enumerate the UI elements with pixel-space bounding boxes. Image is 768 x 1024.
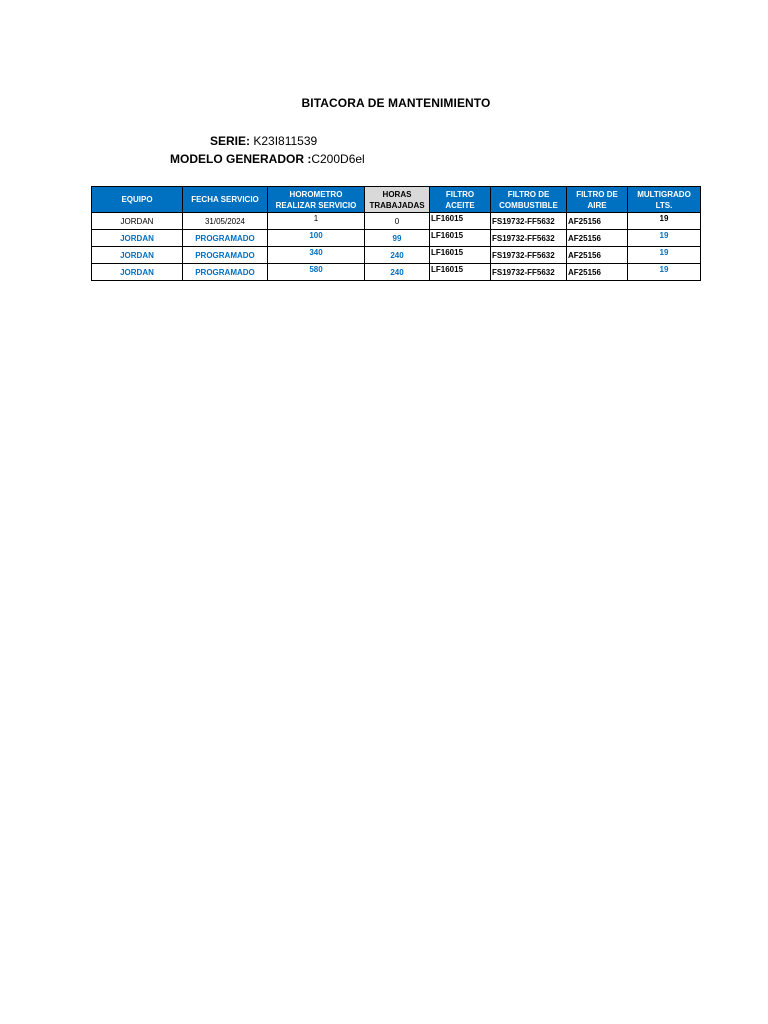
cell-filtro-aceite: LF16015 [430, 213, 491, 230]
cell-horometro: 1 [268, 213, 365, 230]
modelo-label: MODELO GENERADOR : [170, 152, 312, 166]
table-header-row [92, 187, 701, 213]
cell-equipo: JORDAN [92, 247, 183, 264]
serie-label: SERIE: [210, 134, 251, 148]
cell-equipo: JORDAN [92, 230, 183, 247]
table-row [92, 230, 701, 247]
table-row [92, 264, 701, 281]
table-row [92, 213, 701, 230]
cell-horas: 0 [365, 213, 430, 230]
header-filtro-aceite: FILTRO ACEITE [430, 187, 491, 213]
cell-filtro-aire: AF25156 [567, 213, 628, 230]
cell-filtro-combustible: FS19732-FF5632 [491, 213, 567, 230]
header-equipo: EQUIPO [92, 187, 183, 213]
cell-multigrado: 19 [628, 247, 701, 264]
header-filtro-aire: FILTRO DE AIRE [567, 187, 628, 213]
cell-fecha: 31/05/2024 [183, 213, 268, 230]
header-horas-trabajadas: HORAS TRABAJADAS [365, 187, 430, 213]
cell-multigrado: 19 [628, 264, 701, 281]
header-multigrado: MULTIGRADO LTS. [628, 187, 701, 213]
cell-multigrado: 19 [628, 230, 701, 247]
cell-filtro-combustible: FS19732-FF5632 [491, 247, 567, 264]
cell-filtro-aceite: LF16015 [430, 230, 491, 247]
header-filtro-combustible: FILTRO DE COMBUSTIBLE [491, 187, 567, 213]
cell-fecha: PROGRAMADO [183, 230, 268, 247]
cell-equipo: JORDAN [92, 213, 183, 230]
cell-horometro: 100 [268, 230, 365, 247]
header-horometro: HOROMETRO REALIZAR SERVICIO [268, 187, 365, 213]
cell-horas: 240 [365, 247, 430, 264]
cell-horometro: 340 [268, 247, 365, 264]
cell-filtro-aceite: LF16015 [430, 264, 491, 281]
table-row [92, 247, 701, 264]
modelo-line [170, 152, 365, 166]
maintenance-log-table [91, 186, 701, 281]
cell-filtro-aire: AF25156 [567, 230, 628, 247]
header-fecha-servicio: FECHA SERVICIO [183, 187, 268, 213]
cell-fecha: PROGRAMADO [183, 264, 268, 281]
cell-filtro-aceite: LF16015 [430, 247, 491, 264]
cell-filtro-combustible: FS19732-FF5632 [491, 264, 567, 281]
modelo-value: C200D6el [311, 152, 365, 166]
cell-filtro-combustible: FS19732-FF5632 [491, 230, 567, 247]
cell-horometro: 580 [268, 264, 365, 281]
cell-filtro-aire: AF25156 [567, 247, 628, 264]
cell-filtro-aire: AF25156 [567, 264, 628, 281]
serie-line [210, 134, 317, 148]
serie-value: K23I811539 [253, 134, 318, 148]
cell-multigrado: 19 [628, 213, 701, 230]
page-title: BITACORA DE MANTENIMIENTO [301, 96, 491, 110]
cell-horas: 99 [365, 230, 430, 247]
cell-equipo: JORDAN [92, 264, 183, 281]
cell-horas: 240 [365, 264, 430, 281]
cell-fecha: PROGRAMADO [183, 247, 268, 264]
